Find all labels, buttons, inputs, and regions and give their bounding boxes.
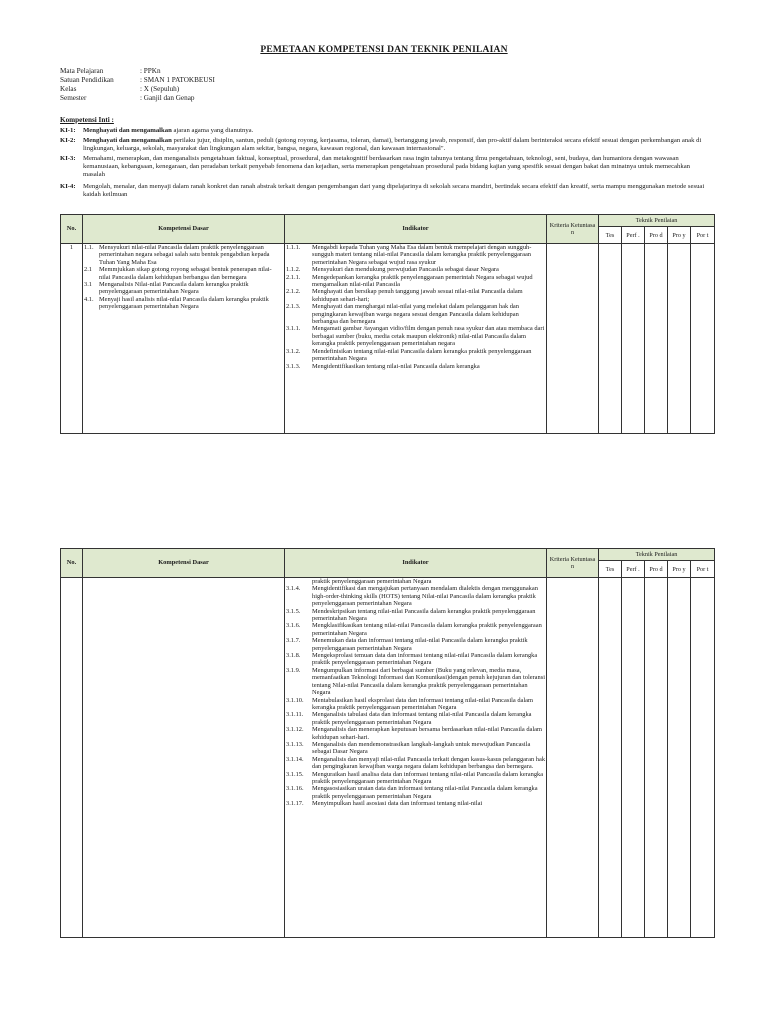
row-number [61, 578, 83, 938]
proy-cell [668, 578, 691, 938]
header-tes: Tes [599, 561, 622, 578]
item-text: Mengabdi kepada Tuhan yang Maha Esa dalam bentuk mempelajari dengan sungguh-sungguh materi tentang nilai-nilai Pancasila dalam kerangka praktik penyelenggaraan pemerintahan Negara sebagai wujud rasa syukur [312, 244, 532, 266]
kriteria-cell [547, 578, 599, 938]
indikator-item [286, 667, 545, 697]
item-text: Menganalisis dan mendemonstrasikan langkah-langkah untuk mewujudkan Pancasila sebagai Dasar Negara [312, 740, 531, 756]
indikator-item [286, 800, 545, 807]
indikator-item [286, 244, 545, 266]
item-text: Mengklasifikasikan tentang nilai-nilai Pancasila dalam kerangka praktik penyelenggaraan pemerintahan Negara [312, 622, 542, 637]
item-number: 4.1. [84, 295, 94, 303]
item-number: 3.1.5. [286, 607, 301, 615]
row-number: 1 [61, 244, 83, 434]
item-text: Mendeskripsikan tentang nilai-nilai Pancasila dalam kerangka praktik penyelenggaraan pemerintahan Negara [312, 607, 536, 623]
table-row [61, 244, 715, 434]
item-number: 2.1 [84, 266, 92, 274]
header-no: No. [61, 549, 83, 578]
item-text: Mendefinisikan tentang nilai-nilai Pancasila dalam kerangka praktik penyelenggaraan pemerintahan Negara [312, 347, 532, 363]
indikator-item [286, 711, 545, 726]
item-text: Mengeksprolasi temuan data dan informasi tentang nilai-nilai Pancasila dalam kerangka praktik penyelenggaraan pemerintahan Negara [312, 652, 538, 667]
item-text: Menganalisis dan menyaji nilai-nilai Pancasila terkait dengan kasus-kasus pelanggaran hak dan pengingkaran kewajiban warga negara dalam kehidupan berbangsa dan bernegara. [312, 755, 546, 771]
item-text: Mengidentifikasikan tentang nilai-nilai Pancasila dalam kerangka [312, 362, 480, 370]
ki-heading: Kompetensi Inti : [60, 116, 114, 124]
item-number: 1.1.2. [286, 266, 301, 274]
meta-value: : SMAN 1 PATOKBEUSI [140, 76, 215, 84]
item-number: 2.1.1. [286, 273, 301, 281]
ki-text [83, 137, 710, 153]
kd-item [84, 296, 283, 311]
item-text: Mensyukuri nilai-nilai Pancasila dalam praktik penyelenggaraan pemerintahan negara sebagai salah satu bentuk pengabdian kepada Tuhan Yang Maha Esa [99, 244, 270, 266]
item-text: Memmjukkan sikap gotong royong sebagai bentuk penerapan nilai-nilai Pancasila dalam kehidupan berbangsa dan bernegara [99, 266, 272, 281]
ki-body: perilaku jujur, disiplin, santun, peduli (gotong royong, kerjasama, toleran, damai), bertanggung jawab, responsif, dan pro-aktif dalam berinteraksi secara efektif sesuai dengan perkembangan anak di lingkungan, keluarga, sekolah, masyarakat dan lingkungan alam sekitar, bangsa, negara, kawasan regional, dan kawasan internasional". [83, 137, 702, 153]
indikator-item [286, 608, 545, 623]
item-number: 3.1.6. [286, 622, 301, 630]
item-number: 3.1.9. [286, 666, 301, 674]
header-proy: Pro y [668, 561, 691, 578]
item-number: 3.1.2. [286, 347, 301, 355]
ki-body: ajaran agama yang dianutnya. [171, 127, 254, 134]
indikator-item [286, 585, 545, 607]
indikator-item [286, 622, 545, 637]
header-perf: Perf . [622, 561, 645, 578]
item-number: 1.1. [84, 244, 94, 251]
indikator-cell [285, 244, 547, 434]
indikator-item [286, 325, 545, 347]
item-number: 1.1.1. [286, 244, 301, 251]
item-text: Mengumpulkan informasi dari berbagai sumber (Buku yang relevan, media masa, memanfaatkan Teknologi Informasi dan Komunikasi)dengan penuh kejujuran dan toleransi tentang Nilai-nilai Pancasila dalam kerangka praktik penyelenggaraan pemerintahan Negara [312, 666, 545, 697]
competency-table-2 [60, 548, 715, 938]
perf-cell [622, 244, 645, 434]
item-number: 3.1.14. [286, 755, 304, 763]
indikator-item [286, 697, 545, 712]
port-cell [691, 244, 715, 434]
header-port: Por t [691, 561, 715, 578]
ki-text [83, 127, 710, 135]
item-number: 2.1.2. [286, 288, 301, 296]
table-row [61, 578, 715, 938]
kd-item [84, 281, 283, 296]
kriteria-cell [547, 244, 599, 434]
ki-body: Mengolah, menalar, dan menyaji dalam ranah konkret dan ranah abstrak terkait dengan pengembangan dari yang dipelajarinya di sekolah secara mandiri, bertindak secara efektif dan kreatif, serta mampu menggunakan metode sesuai kaidah keilmuan [83, 183, 705, 199]
header-perf: Perf . [622, 227, 645, 244]
item-text: Mengidentifikasi dan mengajukan pertanyaan mendalam dialektis dengan menggunakan high-order-thinking skills (HOTS) tentang Nilai-nilai Pancasila dalam kerangka praktik penyelenggaraan pemerintahan Negara [312, 585, 538, 608]
header-prod: Pro d [645, 227, 668, 244]
kd-cell [83, 244, 285, 434]
meta-key: Satuan Pendidikan [60, 76, 114, 84]
ki-item [60, 127, 710, 135]
meta-row [60, 85, 215, 94]
header-tes: Tes [599, 227, 622, 244]
item-text: Mensyukuri dan mendukung perwujudan Pancasila sebagai dasar Negara [312, 266, 499, 274]
header-port: Por t [691, 227, 715, 244]
item-text: Menganalisis Nilai-nilai Pancasila dalam kerangka praktik penyelenggaraan pemerintahan Negara [99, 281, 249, 296]
ki-label: KI-2: [60, 137, 76, 144]
ki-label: KI-3: [60, 155, 76, 162]
meta-row [60, 76, 215, 85]
ki-text [83, 155, 710, 180]
kd-item [84, 266, 283, 281]
item-text: Menguraikan hasil analisa data dan informasi tentang nilai-nilai Pancasila dalam kerangka praktik penyelenggaraan pemerintahan Negara [312, 770, 544, 785]
meta-value: : PPKn [140, 67, 161, 75]
item-text: Menyaji hasil analisis nilai-nilai Pancasila dalam kerangka praktik penyelenggaraan pemerintahan Negara [99, 295, 269, 311]
item-number: 3.1.8. [286, 652, 301, 660]
indikator-item [286, 288, 545, 303]
kd-item [84, 244, 283, 266]
item-text: Menemukan data dan informasi tentang nilai-nilai Pancasila dalam kerangka praktik penyelenggaraan pemerintahan Negara [312, 637, 528, 652]
header-kriteria: Kriteria Ketuntasa n [547, 215, 599, 244]
header-kd: Kompetensi Dasar [83, 215, 285, 244]
item-number: 3.1.13. [286, 740, 304, 748]
item-number: 2.1.3. [286, 303, 301, 311]
ki-item [60, 155, 710, 180]
meta-value: : Ganjil dan Genap [140, 94, 195, 102]
header-proy: Pro y [668, 227, 691, 244]
tes-cell [599, 578, 622, 938]
identity-block [60, 67, 215, 103]
item-number: 3.1.1. [286, 325, 301, 333]
header-kriteria: Kriteria Ketuntasa n [547, 549, 599, 578]
indikator-item [286, 637, 545, 652]
item-number: 3.1.4. [286, 585, 301, 593]
meta-key: Mata Pelajaran [60, 67, 104, 75]
indikator-item [286, 652, 545, 667]
header-teknik: Teknik Penilaian [599, 215, 715, 227]
meta-row [60, 94, 215, 103]
kd-cell [83, 578, 285, 938]
item-text: Menganalisis tabulasi data dan informasi tentang nilai-nilai Pancasila dalam kerangka praktik penyelenggaraan pemerintahan Negara [312, 711, 532, 726]
indikator-item [286, 363, 545, 370]
item-number: 3.1.16. [286, 785, 304, 793]
meta-key: Kelas [60, 85, 77, 93]
ki-item [60, 183, 710, 199]
item-text: Mengasosiasikan uraian data dan informasi tentang nilai-nilai Pancasila dalam kerangka praktik penyelenggaraan pemerintahan Negara [312, 785, 538, 800]
indikator-item [286, 741, 545, 756]
item-text: Mengamati gambar /tayangan vidio/film dengan penuh rasa syukur dan atau membaca dari berbagai sumber (buku, media cetak maupun elektronik) nilai-nilai Pancasila dalam kerangka praktik penyelenggaraan pemerintahan negara [312, 325, 545, 348]
item-number: 3.1.17. [286, 800, 304, 808]
port-cell [691, 578, 715, 938]
ki-bold: Menghayati dan mengamalkan [83, 137, 172, 144]
ki-text [83, 183, 710, 199]
header-indikator: Indikator [285, 215, 547, 244]
item-number: 3.1.10. [286, 696, 304, 704]
tes-cell [599, 244, 622, 434]
item-text: Menghayati dan bersikap penuh tanggung jawab sesuai nilai-nilai Pancasila dalam kehidupan sehari-hari; [312, 288, 523, 303]
header-indikator: Indikator [285, 549, 547, 578]
prod-cell [645, 244, 668, 434]
indikator-item [286, 771, 545, 786]
prod-cell [645, 578, 668, 938]
indikator-cell [285, 578, 547, 938]
item-number: 3.1.12. [286, 726, 304, 734]
indikator-item [286, 274, 545, 289]
item-text: Mengedepankan kerangka praktik penyelenggaraan pemerintah Negara sebagai wujud mengamalkan nilai-nilai Pancasila [312, 273, 533, 289]
indikator-item [286, 266, 545, 273]
header-kd: Kompetensi Dasar [83, 549, 285, 578]
item-number: 3.1.15. [286, 770, 304, 778]
competency-table-1 [60, 214, 715, 434]
ki-bold: Menghayati dan mengamalkan [83, 127, 172, 134]
perf-cell [622, 578, 645, 938]
ki-body: Memahami, menerapkan, dan menganalisis pengetahuan faktual, konseptual, prosedural, dan metakognitif berdasarkan rasa ingin tahunya tentang ilmu pengetahuan, teknologi, seni, budaya, dan humaniora dengan wawasan kemanusiaan, kebangsaan, kenegaraan, dan peradaban terkait penyebab fenomena dan kejadian, serta menerapkan pengetahuan prosedural pada bidang kajian yang spesifik sesuai dengan bakat dan minatnya untuk memecahkan masalah [83, 155, 691, 179]
item-number: 3.1.3. [286, 362, 301, 370]
header-no: No. [61, 215, 83, 244]
header-teknik: Teknik Penilaian [599, 549, 715, 561]
indikator-item [286, 726, 545, 741]
document-title: PEMETAAN KOMPETENSI DAN TEKNIK PENILAIAN [260, 45, 508, 55]
indikator-continuation: praktik penyelenggaraan pemerintahan Negara [312, 578, 432, 585]
item-text: Menganalisis dan menerapkan keputusan bersama berdasarkan nilai-nilai Pancasila dalam kehidupan sehari-hari. [312, 726, 542, 741]
meta-row [60, 67, 215, 76]
indikator-item [286, 756, 545, 771]
item-number: 3.1 [84, 281, 92, 289]
item-text: Menyimpulkan hasil asosiasi data dan informasi tentang nilai-nilai [312, 800, 483, 808]
item-number: 3.1.11. [286, 711, 304, 719]
ki-item [60, 137, 710, 153]
ki-label: KI-1: [60, 127, 76, 134]
item-text: Mentabulasikan hasil eksprolasi data dan informasi tentang nilai-nilai Pancasila dalam kerangka praktik penyelenggaraan pemerintahan Negara [312, 696, 533, 711]
header-prod: Pro d [645, 561, 668, 578]
item-text: Menghayati dan menghargai nilai-nilai yang melekat dalam pelanggaran hak dan pengingkaran kewajiban warga negara sesuai dengan Pancasila dalam kehidupan berbangsa dan bernegara [312, 303, 519, 326]
item-number: 3.1.7. [286, 637, 301, 645]
meta-key: Semester [60, 94, 87, 102]
indikator-item [286, 303, 545, 325]
meta-value: : X (Sepuluh) [140, 85, 180, 93]
proy-cell [668, 244, 691, 434]
indikator-item [286, 348, 545, 363]
indikator-item [286, 785, 545, 800]
ki-label: KI-4: [60, 183, 76, 190]
